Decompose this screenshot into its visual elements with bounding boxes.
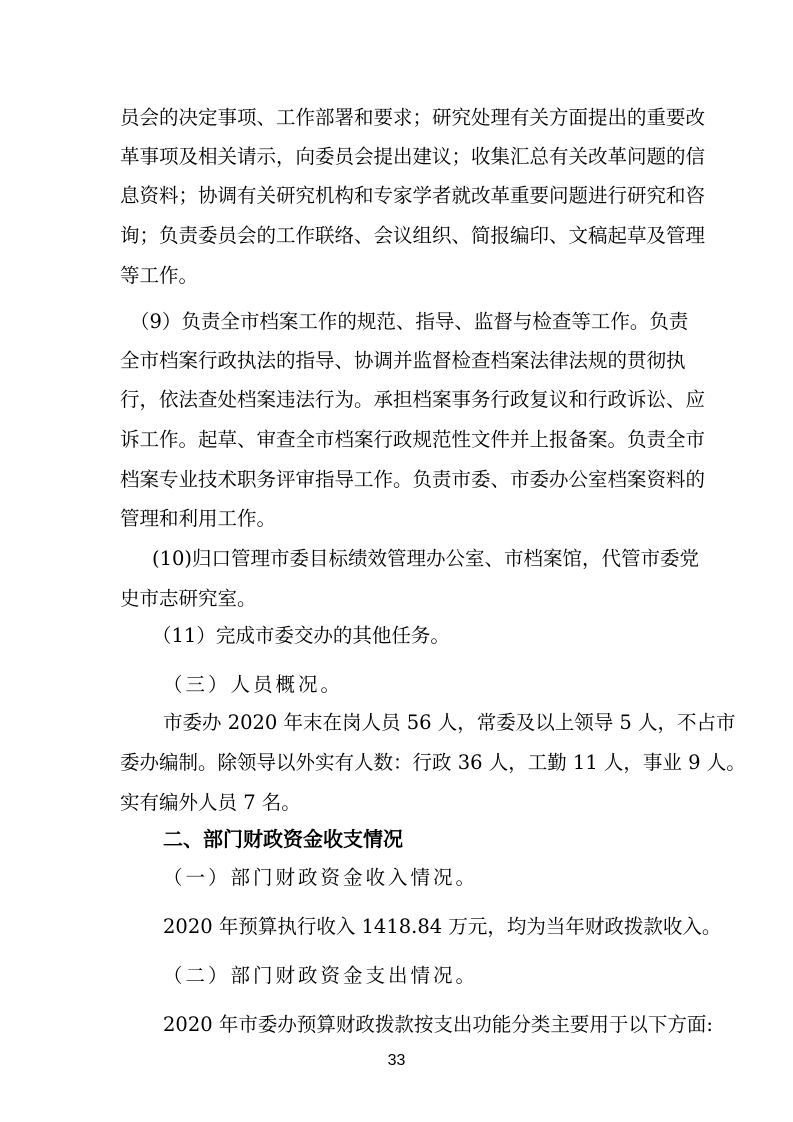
text-line: 员会的决定事项、工作部署和要求；研究处理有关方面提出的重要改 [120,106,706,129]
text-line: 委办编制。除领导以外实有人数：行政 36 人，工勤 11 人，事业 9 人。 [120,751,746,774]
chapter-heading: 二、部门财政资金收支情况 [163,827,403,851]
text-line: 2020 年市委办预算财政拨款按支出功能分类主要用于以下方面: [163,1013,713,1036]
text-line: 全市档案行政执法的指导、协调并监督检查档案法律法规的贯彻执 [120,349,686,372]
text-line: 革事项及相关请示，向委员会提出建议；收集汇总有关改革问题的信 [120,145,706,168]
text-line: 息资料；协调有关研究机构和专家学者就改革重要问题进行研究和咨 [120,184,706,207]
text-line: 实有编外人员 7 名。 [120,791,301,814]
text-line: 诉工作。起草、审查全市档案行政规范性文件并上报备案。负责全市 [120,428,706,451]
text-line: 2020 年预算执行收入 1418.84 万元，均为当年财政拨款收入。 [163,915,722,938]
text-line: 询；负责委员会的工作联络、会议组织、简报编印、文稿起草及管理 [120,224,706,247]
section-heading: （三）人员概况。 [163,673,344,696]
text-line: 档案专业技术职务评审指导工作。负责市委、市委办公室档案资料的 [120,468,706,491]
text-line: 管理和利用工作。 [120,507,277,530]
text-line: （11）完成市委交办的其他任务。 [152,624,450,647]
text-line: 等工作。 [120,264,199,287]
section-heading: （一）部门财政资金收入情况。 [163,866,479,889]
text-line: 行，依法查处档案违法行为。承担档案事务行政复议和行政诉讼、应 [120,388,706,411]
section-heading: （二）部门财政资金支出情况。 [163,964,479,987]
text-line: 史市志研究室。 [120,587,257,610]
text-line: 市委办 2020 年末在岗人员 56 人，常委及以上领导 5 人，不占市 [163,711,736,734]
page-number: 33 [387,1052,406,1069]
text-line: （9）负责全市档案工作的规范、指导、监督与检查等工作。负责 [130,310,689,333]
text-line: (10)归口管理市委目标绩效管理办公室、市档案馆，代管市委党 [152,547,700,570]
